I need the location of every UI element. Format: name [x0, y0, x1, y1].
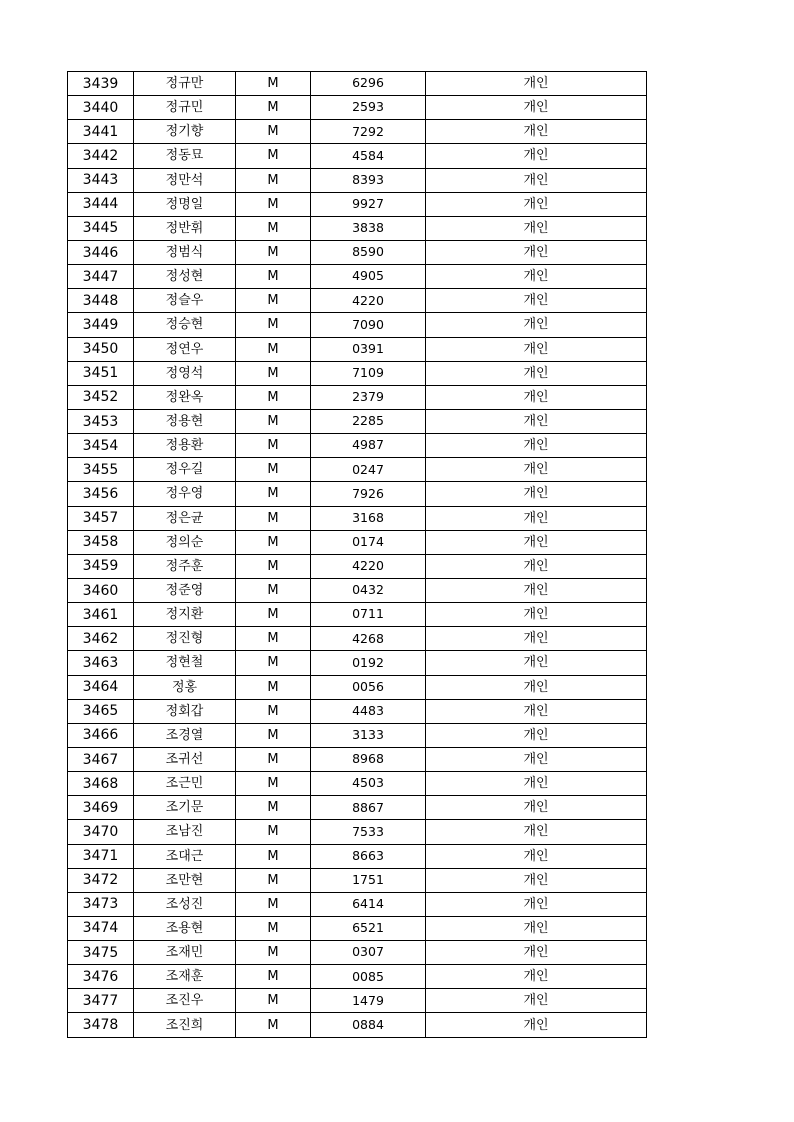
type-cell: 개인 [426, 385, 647, 409]
row-number-cell: 3455 [68, 458, 134, 482]
name-cell: 정성현 [134, 265, 236, 289]
table-row [68, 989, 647, 1013]
row-number-cell: 3460 [68, 578, 134, 602]
sex-cell: M [236, 458, 311, 482]
row-number-cell: 3445 [68, 216, 134, 240]
type-cell: 개인 [426, 965, 647, 989]
row-number-cell: 3456 [68, 482, 134, 506]
name-cell: 조기문 [134, 796, 236, 820]
code-cell: 3838 [311, 216, 426, 240]
code-cell: 4268 [311, 627, 426, 651]
name-cell: 정기향 [134, 120, 236, 144]
type-cell: 개인 [426, 289, 647, 313]
row-number-cell: 3462 [68, 627, 134, 651]
type-cell: 개인 [426, 1013, 647, 1037]
name-cell: 조대근 [134, 844, 236, 868]
sex-cell: M [236, 699, 311, 723]
code-cell: 6414 [311, 892, 426, 916]
row-number-cell: 3471 [68, 844, 134, 868]
table-row [68, 313, 647, 337]
row-number-cell: 3474 [68, 916, 134, 940]
table-row [68, 1013, 647, 1037]
name-cell: 정우영 [134, 482, 236, 506]
row-number-cell: 3441 [68, 120, 134, 144]
type-cell: 개인 [426, 989, 647, 1013]
code-cell: 2593 [311, 96, 426, 120]
row-number-cell: 3440 [68, 96, 134, 120]
sex-cell: M [236, 554, 311, 578]
name-cell: 정규민 [134, 96, 236, 120]
row-number-cell: 3463 [68, 651, 134, 675]
type-cell: 개인 [426, 216, 647, 240]
name-cell: 조성진 [134, 892, 236, 916]
table-row [68, 96, 647, 120]
table-row [68, 941, 647, 965]
code-cell: 0056 [311, 675, 426, 699]
table-row [68, 892, 647, 916]
row-number-cell: 3452 [68, 385, 134, 409]
table-row [68, 578, 647, 602]
sex-cell: M [236, 313, 311, 337]
row-number-cell: 3454 [68, 434, 134, 458]
code-cell: 1751 [311, 868, 426, 892]
type-cell: 개인 [426, 361, 647, 385]
sex-cell: M [236, 916, 311, 940]
type-cell: 개인 [426, 96, 647, 120]
name-cell: 정홍 [134, 675, 236, 699]
row-number-cell: 3457 [68, 506, 134, 530]
code-cell: 4483 [311, 699, 426, 723]
name-cell: 조근민 [134, 772, 236, 796]
sex-cell: M [236, 989, 311, 1013]
sex-cell: M [236, 337, 311, 361]
name-cell: 정규만 [134, 72, 236, 96]
code-cell: 0391 [311, 337, 426, 361]
sex-cell: M [236, 796, 311, 820]
name-cell: 정범식 [134, 240, 236, 264]
row-number-cell: 3447 [68, 265, 134, 289]
sex-cell: M [236, 289, 311, 313]
sex-cell: M [236, 820, 311, 844]
code-cell: 8393 [311, 168, 426, 192]
table-row [68, 506, 647, 530]
type-cell: 개인 [426, 868, 647, 892]
row-number-cell: 3477 [68, 989, 134, 1013]
table-row [68, 772, 647, 796]
type-cell: 개인 [426, 192, 647, 216]
sex-cell: M [236, 965, 311, 989]
row-number-cell: 3465 [68, 699, 134, 723]
type-cell: 개인 [426, 240, 647, 264]
table-row [68, 385, 647, 409]
sex-cell: M [236, 675, 311, 699]
table-row [68, 916, 647, 940]
code-cell: 7926 [311, 482, 426, 506]
sex-cell: M [236, 168, 311, 192]
row-number-cell: 3476 [68, 965, 134, 989]
table-row [68, 627, 647, 651]
name-cell: 정동묘 [134, 144, 236, 168]
code-cell: 8867 [311, 796, 426, 820]
sex-cell: M [236, 192, 311, 216]
name-cell: 정연우 [134, 337, 236, 361]
table-row [68, 482, 647, 506]
sex-cell: M [236, 530, 311, 554]
name-cell: 정의순 [134, 530, 236, 554]
code-cell: 8968 [311, 747, 426, 771]
code-cell: 8663 [311, 844, 426, 868]
name-cell: 정현철 [134, 651, 236, 675]
table-row [68, 820, 647, 844]
name-cell: 정회갑 [134, 699, 236, 723]
row-number-cell: 3464 [68, 675, 134, 699]
table-row [68, 699, 647, 723]
row-number-cell: 3443 [68, 168, 134, 192]
sex-cell: M [236, 385, 311, 409]
table-row [68, 965, 647, 989]
table-row [68, 144, 647, 168]
type-cell: 개인 [426, 458, 647, 482]
table-body [68, 72, 647, 1038]
code-cell: 0307 [311, 941, 426, 965]
name-cell: 정지환 [134, 603, 236, 627]
code-cell: 3168 [311, 506, 426, 530]
code-cell: 6296 [311, 72, 426, 96]
code-cell: 0884 [311, 1013, 426, 1037]
code-cell: 6521 [311, 916, 426, 940]
table-row [68, 603, 647, 627]
sex-cell: M [236, 844, 311, 868]
name-cell: 조용현 [134, 916, 236, 940]
row-number-cell: 3478 [68, 1013, 134, 1037]
row-number-cell: 3473 [68, 892, 134, 916]
code-cell: 4503 [311, 772, 426, 796]
name-cell: 정만석 [134, 168, 236, 192]
row-number-cell: 3439 [68, 72, 134, 96]
type-cell: 개인 [426, 313, 647, 337]
sex-cell: M [236, 651, 311, 675]
type-cell: 개인 [426, 144, 647, 168]
row-number-cell: 3472 [68, 868, 134, 892]
code-cell: 9927 [311, 192, 426, 216]
code-cell: 4987 [311, 434, 426, 458]
name-cell: 정반휘 [134, 216, 236, 240]
row-number-cell: 3451 [68, 361, 134, 385]
sex-cell: M [236, 868, 311, 892]
sex-cell: M [236, 240, 311, 264]
code-cell: 2285 [311, 409, 426, 433]
row-number-cell: 3466 [68, 723, 134, 747]
type-cell: 개인 [426, 482, 647, 506]
code-cell: 3133 [311, 723, 426, 747]
sex-cell: M [236, 361, 311, 385]
table-row [68, 723, 647, 747]
table-row [68, 434, 647, 458]
type-cell: 개인 [426, 554, 647, 578]
code-cell: 4220 [311, 289, 426, 313]
type-cell: 개인 [426, 337, 647, 361]
type-cell: 개인 [426, 916, 647, 940]
row-number-cell: 3450 [68, 337, 134, 361]
name-cell: 조재훈 [134, 965, 236, 989]
table-row [68, 240, 647, 264]
name-cell: 정진형 [134, 627, 236, 651]
row-number-cell: 3458 [68, 530, 134, 554]
table-row [68, 168, 647, 192]
type-cell: 개인 [426, 168, 647, 192]
code-cell: 2379 [311, 385, 426, 409]
type-cell: 개인 [426, 409, 647, 433]
row-number-cell: 3453 [68, 409, 134, 433]
code-cell: 0432 [311, 578, 426, 602]
table-row [68, 361, 647, 385]
sex-cell: M [236, 482, 311, 506]
type-cell: 개인 [426, 434, 647, 458]
type-cell: 개인 [426, 675, 647, 699]
type-cell: 개인 [426, 627, 647, 651]
code-cell: 8590 [311, 240, 426, 264]
table-row [68, 554, 647, 578]
name-cell: 정용현 [134, 409, 236, 433]
table-row [68, 72, 647, 96]
name-cell: 정명일 [134, 192, 236, 216]
code-cell: 4584 [311, 144, 426, 168]
sex-cell: M [236, 892, 311, 916]
type-cell: 개인 [426, 820, 647, 844]
row-number-cell: 3446 [68, 240, 134, 264]
table-row [68, 530, 647, 554]
sex-cell: M [236, 120, 311, 144]
name-cell: 정준영 [134, 578, 236, 602]
row-number-cell: 3448 [68, 289, 134, 313]
table-row [68, 747, 647, 771]
code-cell: 7109 [311, 361, 426, 385]
type-cell: 개인 [426, 941, 647, 965]
table-row [68, 337, 647, 361]
sex-cell: M [236, 627, 311, 651]
name-cell: 조귀선 [134, 747, 236, 771]
table-row [68, 289, 647, 313]
type-cell: 개인 [426, 530, 647, 554]
sex-cell: M [236, 723, 311, 747]
type-cell: 개인 [426, 603, 647, 627]
table-row [68, 192, 647, 216]
name-cell: 조경열 [134, 723, 236, 747]
code-cell: 0192 [311, 651, 426, 675]
row-number-cell: 3444 [68, 192, 134, 216]
type-cell: 개인 [426, 723, 647, 747]
table-row [68, 216, 647, 240]
sex-cell: M [236, 265, 311, 289]
table-row [68, 844, 647, 868]
row-number-cell: 3461 [68, 603, 134, 627]
table-row [68, 868, 647, 892]
type-cell: 개인 [426, 506, 647, 530]
type-cell: 개인 [426, 699, 647, 723]
name-cell: 정은균 [134, 506, 236, 530]
code-cell: 0711 [311, 603, 426, 627]
code-cell: 4905 [311, 265, 426, 289]
row-number-cell: 3442 [68, 144, 134, 168]
table-row [68, 265, 647, 289]
data-table [67, 71, 647, 1038]
sex-cell: M [236, 578, 311, 602]
sex-cell: M [236, 144, 311, 168]
name-cell: 조진희 [134, 1013, 236, 1037]
type-cell: 개인 [426, 651, 647, 675]
code-cell: 4220 [311, 554, 426, 578]
type-cell: 개인 [426, 892, 647, 916]
code-cell: 7090 [311, 313, 426, 337]
name-cell: 정주훈 [134, 554, 236, 578]
type-cell: 개인 [426, 120, 647, 144]
sex-cell: M [236, 941, 311, 965]
sex-cell: M [236, 1013, 311, 1037]
name-cell: 조남진 [134, 820, 236, 844]
code-cell: 7292 [311, 120, 426, 144]
code-cell: 0247 [311, 458, 426, 482]
row-number-cell: 3475 [68, 941, 134, 965]
type-cell: 개인 [426, 772, 647, 796]
row-number-cell: 3470 [68, 820, 134, 844]
sex-cell: M [236, 216, 311, 240]
code-cell: 1479 [311, 989, 426, 1013]
table-row [68, 458, 647, 482]
table-row [68, 120, 647, 144]
sex-cell: M [236, 96, 311, 120]
type-cell: 개인 [426, 844, 647, 868]
type-cell: 개인 [426, 796, 647, 820]
name-cell: 조재민 [134, 941, 236, 965]
sex-cell: M [236, 409, 311, 433]
name-cell: 정슬우 [134, 289, 236, 313]
sex-cell: M [236, 603, 311, 627]
sex-cell: M [236, 772, 311, 796]
type-cell: 개인 [426, 578, 647, 602]
type-cell: 개인 [426, 72, 647, 96]
sex-cell: M [236, 506, 311, 530]
name-cell: 정용환 [134, 434, 236, 458]
code-cell: 7533 [311, 820, 426, 844]
code-cell: 0174 [311, 530, 426, 554]
type-cell: 개인 [426, 747, 647, 771]
sex-cell: M [236, 72, 311, 96]
row-number-cell: 3467 [68, 747, 134, 771]
name-cell: 정승현 [134, 313, 236, 337]
sex-cell: M [236, 747, 311, 771]
name-cell: 조만현 [134, 868, 236, 892]
row-number-cell: 3468 [68, 772, 134, 796]
type-cell: 개인 [426, 265, 647, 289]
table-row [68, 796, 647, 820]
name-cell: 정영석 [134, 361, 236, 385]
row-number-cell: 3459 [68, 554, 134, 578]
table-row [68, 409, 647, 433]
name-cell: 정우길 [134, 458, 236, 482]
row-number-cell: 3469 [68, 796, 134, 820]
table-row [68, 675, 647, 699]
name-cell: 정완옥 [134, 385, 236, 409]
code-cell: 0085 [311, 965, 426, 989]
name-cell: 조진우 [134, 989, 236, 1013]
sex-cell: M [236, 434, 311, 458]
row-number-cell: 3449 [68, 313, 134, 337]
table-row [68, 651, 647, 675]
